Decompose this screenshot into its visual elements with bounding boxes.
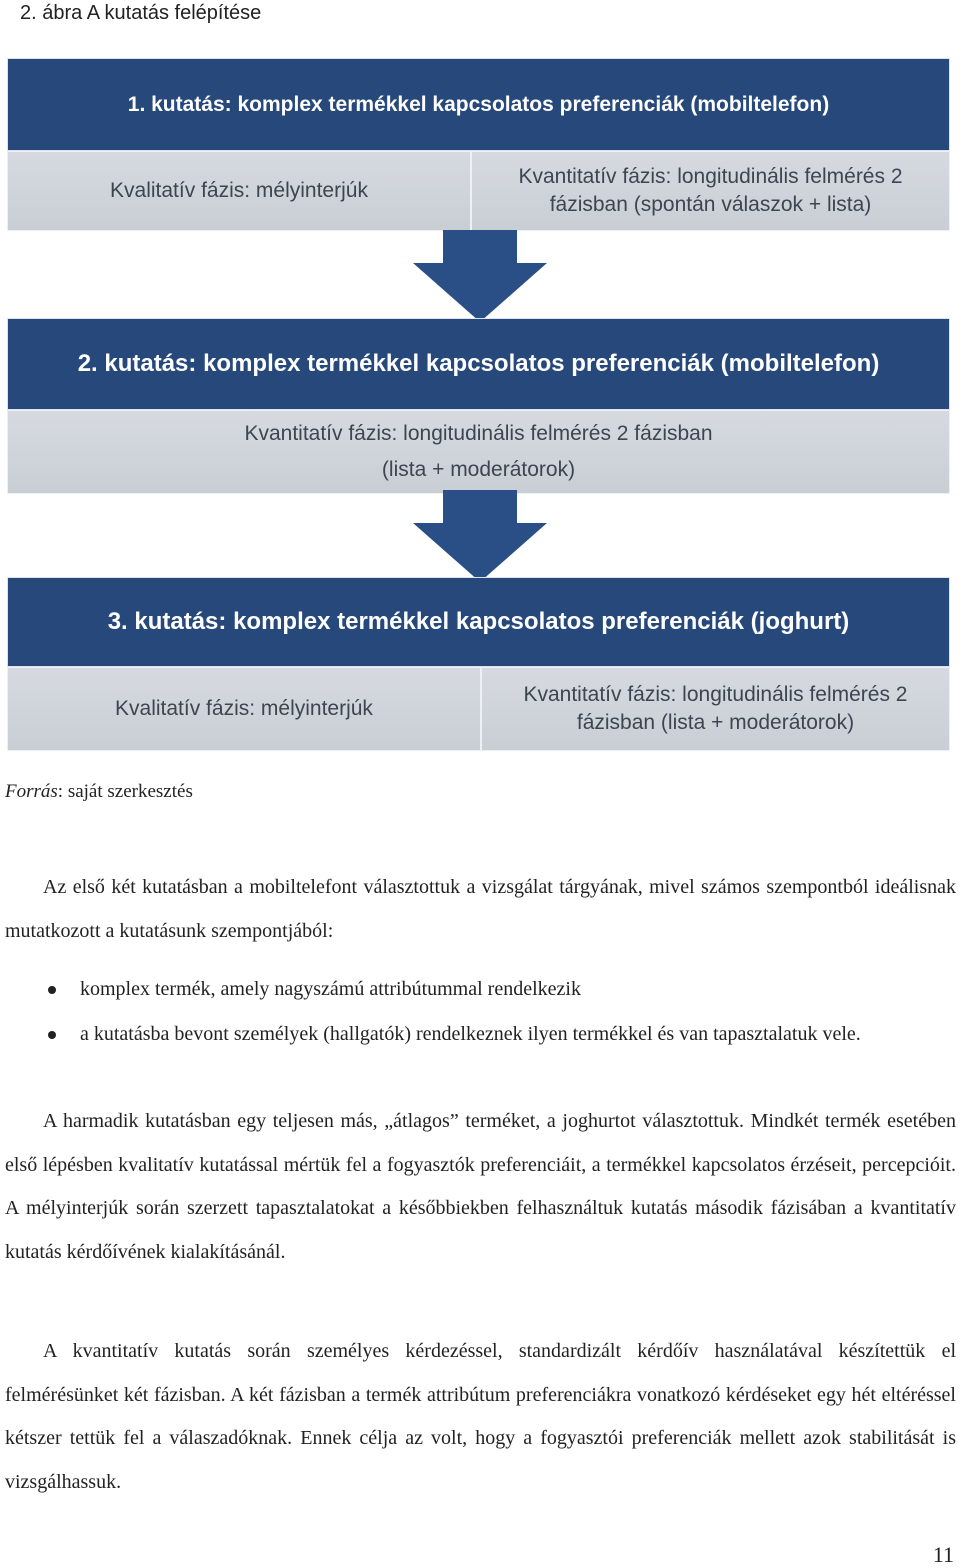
bullet-icon bbox=[48, 1031, 56, 1039]
paragraph-3: A kvantitatív kutatás során személyes kérdezéssel, standardizált kérdőív használatával készítettük el felmérésünket két fázisban. A két fázisban a termék attribútum preferenciákra vonatkozó kérdéseket egy hét eltéréssel kétszer tettük fel a válaszadóknak. Ennek célja az volt, hogy a fogyasztói preferenciák mellett azok stabilitását is vizsgálhassuk. bbox=[5, 1340, 956, 1493]
research-3-qualitative: Kvalitatív fázis: mélyinterjúk bbox=[7, 667, 481, 751]
bullet-item bbox=[5, 968, 956, 1012]
down-arrow-icon bbox=[413, 490, 547, 582]
bullet-icon bbox=[48, 986, 56, 994]
paragraph-2-container bbox=[5, 1100, 956, 1274]
research-3-panel bbox=[7, 577, 950, 751]
research-3-title: 3. kutatás: komplex termékkel kapcsolatos preferenciák (joghurt) bbox=[7, 577, 950, 667]
research-1-panel bbox=[7, 58, 950, 231]
bullet-text: a kutatásba bevont személyek (hallgatók) rendelkeznek ilyen termékkel és van tapasztalatuk vele. bbox=[80, 1023, 861, 1045]
bullet-text: komplex termék, amely nagyszámú attribútummal rendelkezik bbox=[80, 978, 581, 1000]
figure-caption: 2. ábra A kutatás felépítése bbox=[20, 2, 262, 24]
bullet-item bbox=[5, 1013, 956, 1101]
paragraph-2: A harmadik kutatásban egy teljesen más, „átlagos” terméket, a joghurtot választottuk. Mindkét termék esetében első lépésben kvalitatív kutatással mértük fel a fogyasztók preferenciáit, a termékkel kapcsolatos érzéseit, percepcióit. A mélyinterjúk során szerzett tapasztalatokat a későbbiekben felhasználtuk kutatás második fázisában a kvantitatív kutatás kérdőívének kialakításánál. bbox=[5, 1110, 956, 1263]
source-text: : saját szerkesztés bbox=[57, 781, 193, 802]
paragraph-1-container bbox=[5, 866, 956, 953]
research-2-panel bbox=[7, 318, 950, 494]
research-1-title: 1. kutatás: komplex termékkel kapcsolatos preferenciák (mobiltelefon) bbox=[7, 58, 950, 151]
research-2-quantitative-line1: Kvantitatív fázis: longitudinális felmérés 2 fázisban bbox=[244, 422, 713, 445]
paragraph-3-container bbox=[5, 1330, 956, 1504]
source-label: Forrás bbox=[5, 781, 58, 802]
page-number: 11 bbox=[932, 1542, 954, 1567]
research-1-qualitative: Kvalitatív fázis: mélyinterjúk bbox=[7, 151, 471, 231]
research-1-quantitative: Kvantitatív fázis: longitudinális felmérés 2 fázisban (spontán válaszok + lista) bbox=[471, 151, 950, 231]
figure-source bbox=[5, 770, 956, 814]
research-3-quantitative: Kvantitatív fázis: longitudinális felmérés 2 fázisban (lista + moderátorok) bbox=[481, 667, 950, 751]
paragraph-1: Az első két kutatásban a mobiltelefont választottuk a vizsgálat tárgyának, mivel számos szempontból ideálisnak mutatkozott a kutatásunk szempontjából: bbox=[5, 876, 956, 942]
research-2-title: 2. kutatás: komplex termékkel kapcsolatos preferenciák (mobiltelefon) bbox=[7, 318, 950, 410]
research-2-quantitative-line2: (lista + moderátorok) bbox=[381, 458, 576, 481]
research-2-quantitative bbox=[7, 410, 950, 494]
down-arrow-icon bbox=[413, 230, 547, 322]
